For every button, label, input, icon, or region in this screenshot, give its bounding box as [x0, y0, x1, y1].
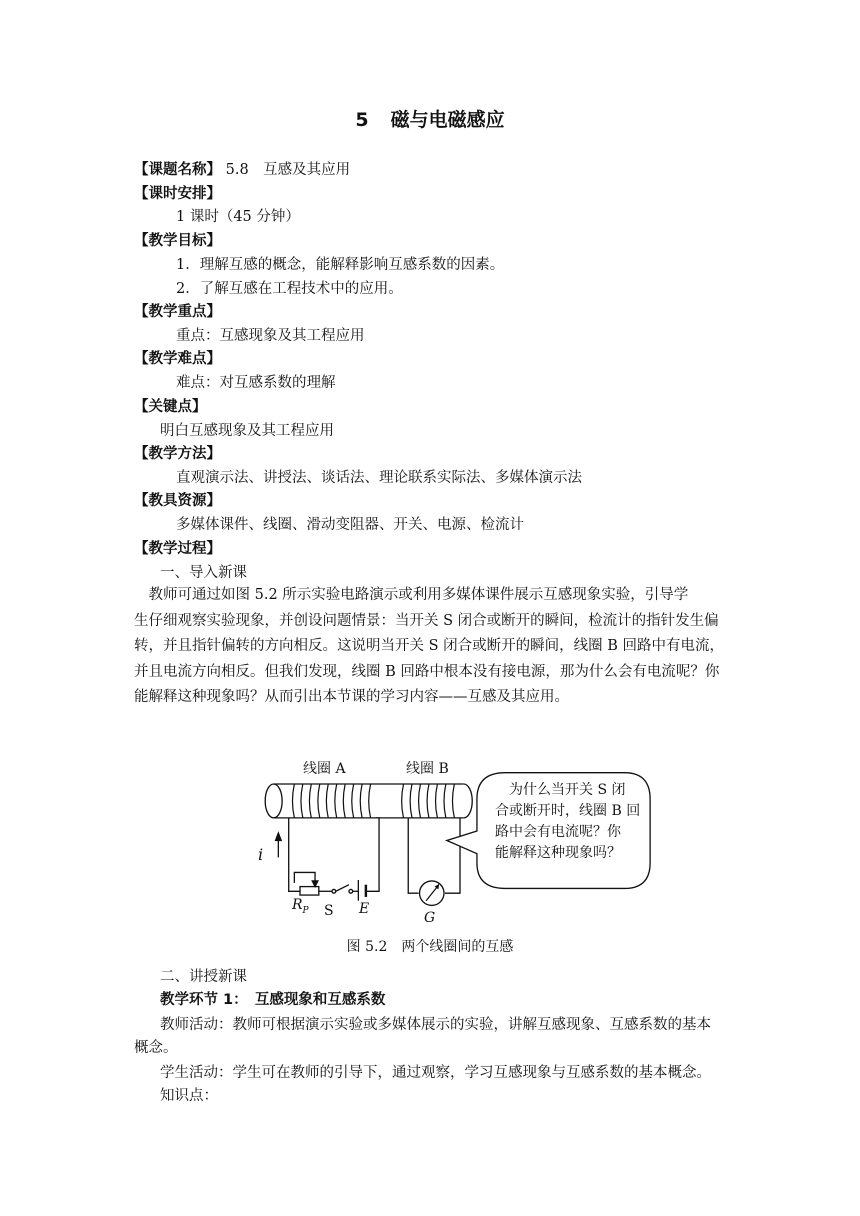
coil-a-label: 线圈 A — [303, 761, 346, 777]
page-title — [0, 105, 860, 132]
method-heading: 【教学方法】 — [134, 446, 221, 462]
bubble-question — [495, 780, 645, 864]
knowledge-point-label: 知识点： — [160, 1088, 218, 1104]
chapter-title: 磁与电磁感应 — [390, 109, 505, 131]
process-step-1: 一、导入新课 — [160, 565, 247, 581]
intro-line: 转，并且指针偏转的方向相反。这说明当开关 S 闭合或断开的瞬间，线圈 B 回路中有电流， — [134, 638, 725, 654]
goal-item-1: 1．理解互感的概念，能解释影响互感系数的因素。 — [176, 257, 505, 273]
galvanometer-label: G — [424, 910, 436, 926]
resources-heading: 【教具资源】 — [134, 493, 221, 509]
bubble-line: 合或断开时，线圈 B 回 — [495, 803, 641, 819]
section-2-heading: 二、讲授新课 — [160, 969, 247, 985]
intro-line: 能解释这种现象吗？从而引出本节课的学习内容——互感及其应用。 — [134, 689, 569, 705]
bubble-line: 路中会有电流呢？你 — [495, 824, 621, 840]
switch-label: S — [324, 903, 334, 919]
focus-heading: 【教学重点】 — [134, 304, 221, 320]
goal-item-2: 2．了解互感在工程技术中的应用。 — [176, 281, 403, 297]
figure-caption: 图 5.2 两个线圈间的互感 — [346, 939, 514, 955]
rheostat-label — [292, 897, 309, 916]
method-value: 直观演示法、讲授法、谈话法、理论联系实际法、多媒体演示法 — [176, 470, 582, 486]
teaching-step-1-heading: 教学环节 1： 互感现象和互感系数 — [160, 992, 386, 1008]
difficulty-heading: 【教学难点】 — [134, 351, 221, 367]
coil-a-windings — [292, 784, 370, 818]
student-activity: 学生活动：学生可在教师的引导下，通过观察，学习互感现象与互感系数的基本概念。 — [160, 1065, 711, 1081]
goals-heading: 【教学目标】 — [134, 233, 221, 249]
topic-value: 5.8 互感及其应用 — [225, 162, 351, 178]
rheostat-symbol: R — [292, 897, 303, 913]
intro-line: 生仔细观察实验现象，并创设问题情景：当开关 S 闭合或断开的瞬间，检流计的指针发生偏 — [134, 612, 719, 629]
circuit-a — [276, 818, 380, 901]
intro-line: 并且电流方向相反。但我们发现，线圈 B 回路中根本没有接电源，那为什么会有电流呢？你 — [134, 663, 720, 680]
rheostat-subscript: P — [302, 905, 309, 916]
difficulty-value: 难点：对互感系数的理解 — [176, 375, 336, 391]
keypoint-value: 明白互感现象及其工程应用 — [160, 423, 334, 439]
schedule-value: 1 课时（45 分钟） — [176, 209, 300, 225]
topic-heading: 【课题名称】 — [134, 162, 221, 178]
bubble-line: 为什么当开关 S 闭 — [509, 782, 626, 798]
bubble-line: 能解释这种现象吗？ — [495, 845, 621, 861]
emf-label: E — [359, 901, 370, 917]
process-heading: 【教学过程】 — [134, 541, 221, 557]
coil-b-windings — [402, 784, 455, 818]
current-label: i — [258, 845, 264, 864]
resources-value: 多媒体课件、线圈、滑动变阻器、开关、电源、检流计 — [176, 517, 524, 533]
teacher-activity-line-1: 教师活动：教师可根据演示实验或多媒体展示的实验，讲解互感现象、互感系数的基本 — [160, 1017, 711, 1033]
coil-b-label: 线圈 B — [406, 761, 449, 777]
topic-row — [134, 160, 350, 180]
intro-paragraph — [134, 583, 734, 711]
teacher-activity-line-2: 概念。 — [134, 1040, 178, 1056]
chapter-number: 5 — [355, 109, 369, 131]
keypoint-heading: 【关键点】 — [134, 399, 207, 415]
intro-line: 教师可通过如图 5.2 所示实验电路演示或利用多媒体课件展示互感现象实验，引导学 — [134, 587, 689, 603]
galvanometer-icon — [420, 881, 444, 905]
schedule-heading: 【课时安排】 — [134, 186, 221, 202]
focus-value: 重点：互感现象及其工程应用 — [176, 328, 365, 344]
